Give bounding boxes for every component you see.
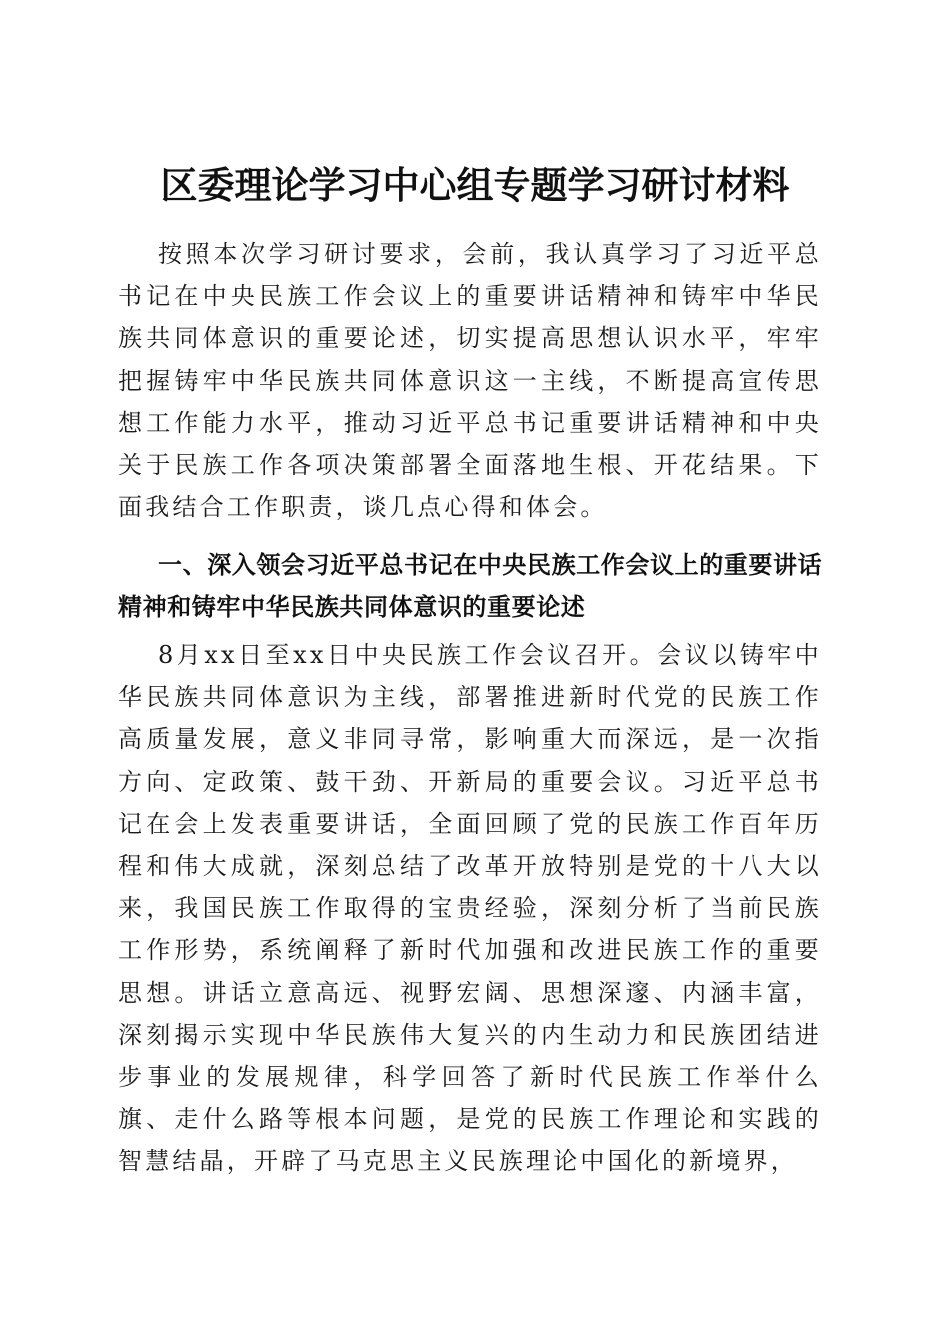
section-heading-1: 一、深入领会习近平总书记在中央民族工作会议上的重要讲话精神和铸牢中华民族共同体意识的重要论述 xyxy=(118,551,823,622)
intro-paragraph: 按照本次学习研讨要求，会前，我认真学习了习近平总书记在中央民族工作会议上的重要讲话精神和铸牢中华民族共同体意识的重要论述，切实提高思想认识水平，牢牢把握铸牢中华民族共同体意识这一主线，不断提高宣传思想工作能力水平，推动习近平总书记重要讲话精神和中央关于民族工作各项决策部署全面落地生根、开花结果。下面我结合工作职责，谈几点心得和体会。 xyxy=(118,240,822,522)
document-title: 区委理论学习中心组专题学习研讨材料 xyxy=(160,162,790,207)
body-paragraph-2: 8月xx日至xx日中央民族工作会议召开。会议以铸牢中华民族共同体意识为主线，部署推进新时代党的民族工作高质量发展，意义非同寻常，影响重大而深远，是一次指方向、定政策、鼓干劲、开新局的重要会议。习近平总书记在会上发表重要讲话，全面回顾了党的民族工作百年历程和伟大成就，深刻总结了改革开放特别是党的十八大以来，我国民族工作取得的宝贵经验，深刻分析了当前民族工作形势，系统阐释了新时代加强和改进民族工作的重要思想。讲话立意高远、视野宏阔、思想深邃、内涵丰富，深刻揭示实现中华民族伟大复兴的内生动力和民族团结进步事业的发展规律，科学回答了新时代民族工作举什么旗、走什么路等根本问题，是党的民族工作理论和实践的智慧结晶，开辟了马克思主义民族理论中国化的新境界， xyxy=(118,641,822,1176)
